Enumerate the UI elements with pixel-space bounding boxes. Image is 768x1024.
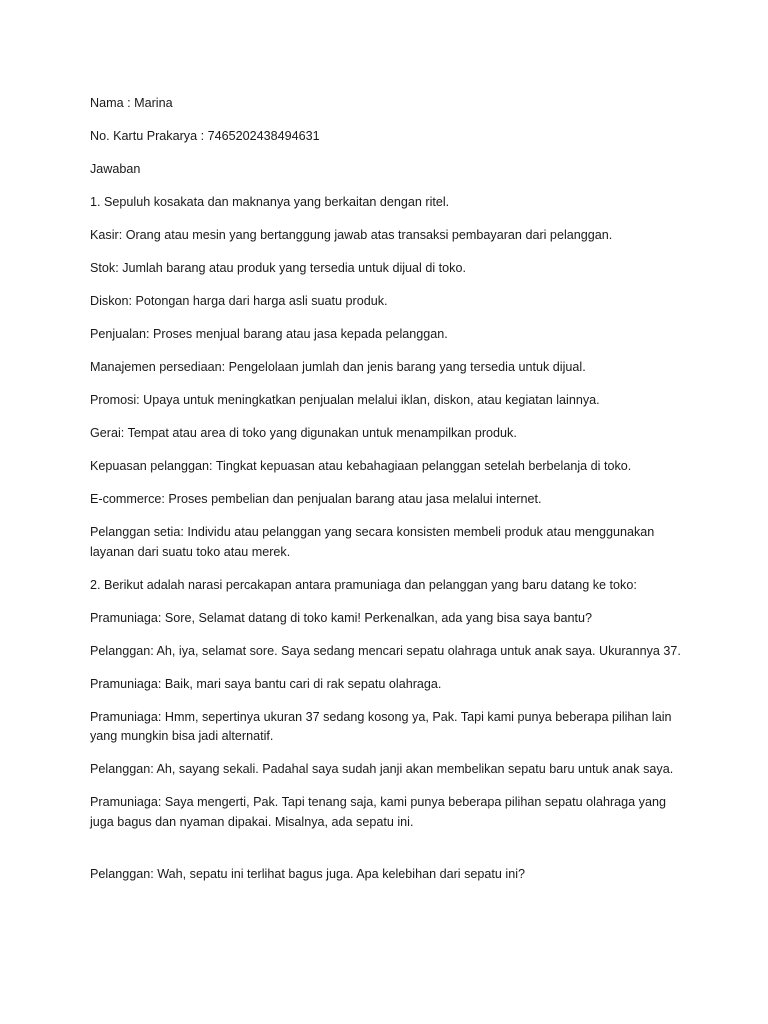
vocab-item: Pelanggan setia: Individu atau pelanggan yang secara konsisten membeli produk atau menggunakan layanan dari suatu toko atau merek. bbox=[90, 525, 655, 559]
dialogue-line: Pramuniaga: Sore, Selamat datang di toko kami! Perkenalkan, ada yang bisa saya bantu? bbox=[90, 610, 592, 625]
dialogue-line: Pelanggan: Ah, sayang sekali. Padahal saya sudah janji akan membelikan sepatu baru untuk anak saya. bbox=[90, 762, 674, 776]
dialogue-line: Pramuniaga: Hmm, sepertinya ukuran 37 sedang kosong ya, Pak. Tapi kami punya beberapa pilihan lain yang mungkin bisa jadi alternatif. bbox=[90, 709, 672, 743]
dialogue-line: Pelanggan: Wah, sepatu ini terlihat bagus juga. Apa kelebihan dari sepatu ini? bbox=[90, 867, 526, 881]
question-2-intro: 2. Berikut adalah narasi percakapan antara pramuniaga dan pelanggan yang baru datang ke toko: bbox=[90, 577, 637, 592]
vocab-item: Gerai: Tempat atau area di toko yang digunakan untuk menampilkan produk. bbox=[90, 426, 517, 440]
vocab-item: Manajemen persediaan: Pengelolaan jumlah dan jenis barang yang tersedia untuk dijual. bbox=[90, 360, 586, 374]
card-number-line: No. Kartu Prakarya : 7465202438494631 bbox=[90, 129, 320, 143]
document-body bbox=[90, 94, 690, 898]
vocab-item: E-commerce: Proses pembelian dan penjualan barang atau jasa melalui internet. bbox=[90, 492, 542, 506]
dialogue-line: Pramuniaga: Baik, mari saya bantu cari di rak sepatu olahraga. bbox=[90, 676, 442, 691]
vocab-item: Diskon: Potongan harga dari harga asli suatu produk. bbox=[90, 294, 388, 308]
vocab-item: Promosi: Upaya untuk meningkatkan penjualan melalui iklan, diskon, atau kegiatan lainnya. bbox=[90, 393, 600, 407]
name-line: Nama : Marina bbox=[90, 96, 173, 110]
question-1-intro: 1. Sepuluh kosakata dan maknanya yang berkaitan dengan ritel. bbox=[90, 195, 450, 209]
vocab-item: Penjualan: Proses menjual barang atau jasa kepada pelanggan. bbox=[90, 327, 448, 341]
answer-heading: Jawaban bbox=[90, 162, 141, 176]
dialogue-line: Pramuniaga: Saya mengerti, Pak. Tapi tenang saja, kami punya beberapa pilihan sepatu olahraga yang juga bagus dan nyaman dipakai. Misalnya, ada sepatu ini. bbox=[90, 795, 666, 829]
vocab-item: Kasir: Orang atau mesin yang bertanggung jawab atas transaksi pembayaran dari pelanggan. bbox=[90, 228, 613, 242]
vocab-item: Stok: Jumlah barang atau produk yang tersedia untuk dijual di toko. bbox=[90, 261, 466, 275]
vocab-item: Kepuasan pelanggan: Tingkat kepuasan atau kebahagiaan pelanggan setelah berbelanja di toko. bbox=[90, 459, 632, 473]
dialogue-line: Pelanggan: Ah, iya, selamat sore. Saya sedang mencari sepatu olahraga untuk anak saya. Ukurannya 37. bbox=[90, 643, 681, 658]
